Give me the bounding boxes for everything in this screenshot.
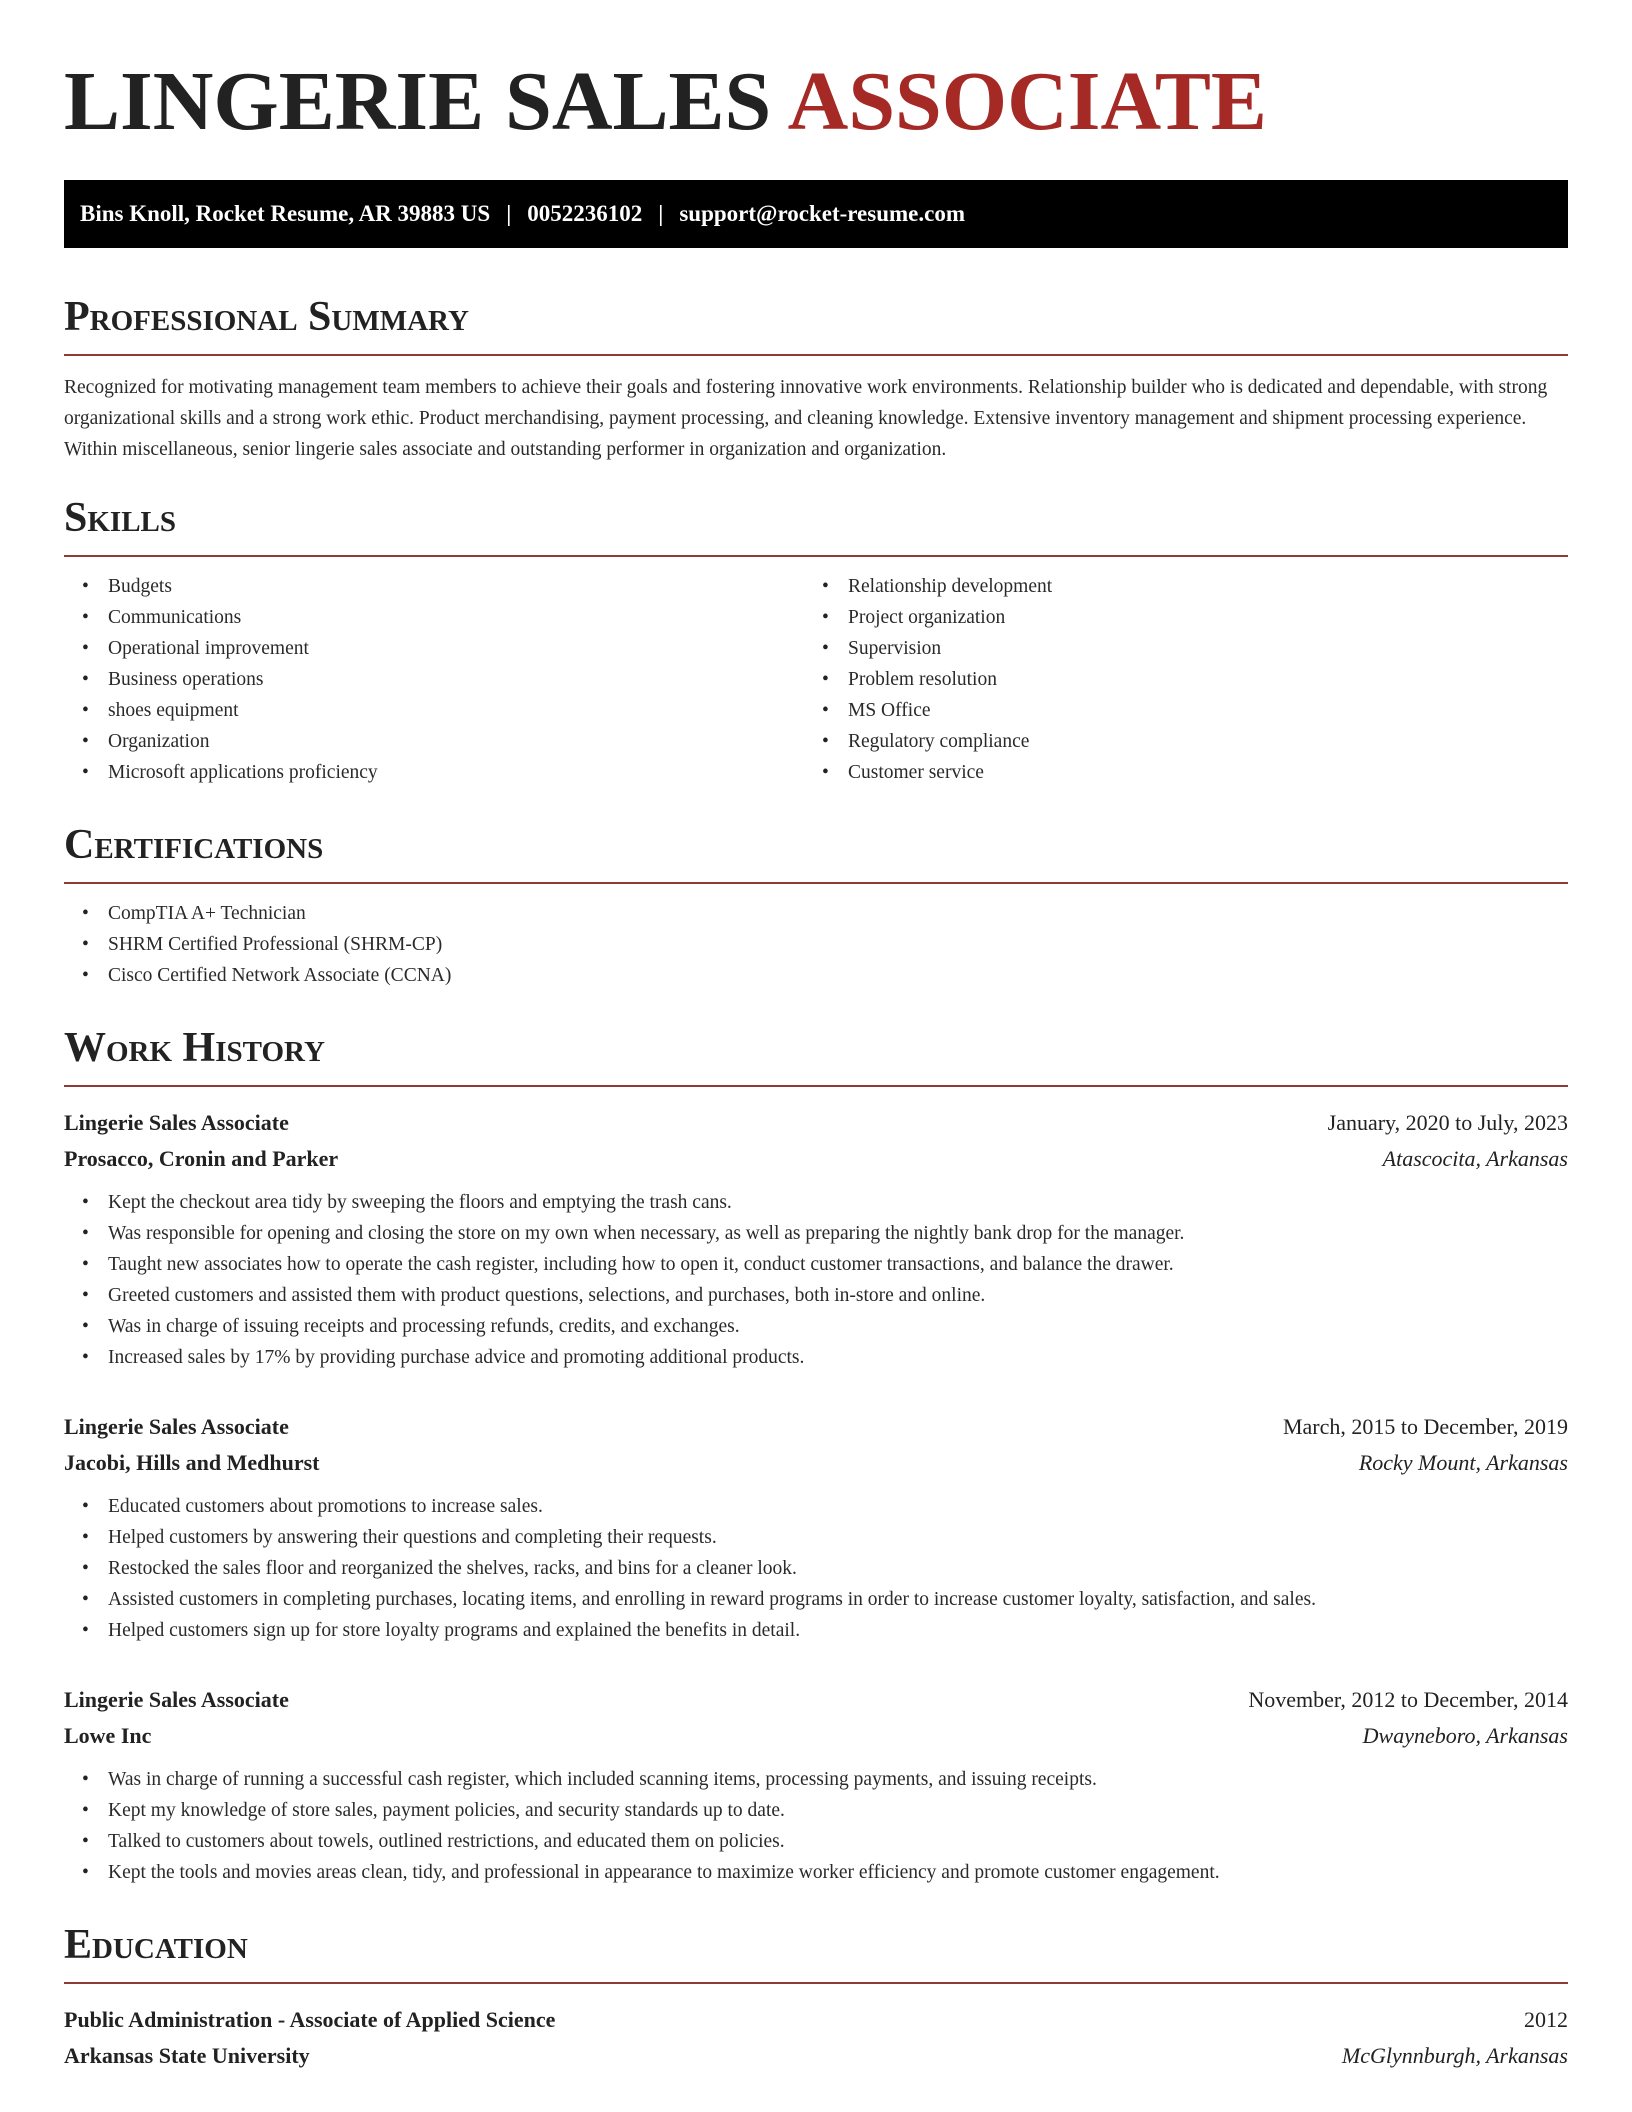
resume-title (64, 52, 1568, 152)
skills-grid (64, 571, 1568, 788)
job-dates: March, 2015 to December, 2019 (1282, 1414, 1568, 1439)
job-entry (64, 1105, 1568, 1373)
skill-item: • Microsoft applications proficiency (64, 757, 804, 788)
education-entry (64, 2002, 1568, 2074)
education-location: McGlynnburgh, Arkansas (1341, 2043, 1568, 2068)
education-row (64, 2002, 1568, 2038)
job-duty-item: • Was responsible for opening and closing the store on my own when necessary, as well as preparing the nightly bank drop for the manager. (64, 1218, 1568, 1249)
skill-item: • shoes equipment (64, 695, 804, 726)
job-duty-item: • Was in charge of issuing receipts and processing refunds, credits, and exchanges. (64, 1311, 1568, 1342)
job-duty-item: • Was in charge of running a successful cash register, which included scanning items, processing payments, and issuing receipts. (64, 1764, 1568, 1795)
skill-item: • Relationship development (804, 571, 1544, 602)
job-row (64, 1718, 1568, 1754)
contact-email: support@rocket-resume.com (679, 201, 965, 226)
job-row (64, 1445, 1568, 1481)
skill-item: • Project organization (804, 602, 1544, 633)
education-degree: Public Administration - Associate of Applied Science (64, 2007, 556, 2032)
job-company: Prosacco, Cronin and Parker (64, 1146, 339, 1171)
skills-list-right (804, 571, 1544, 788)
skill-item: • MS Office (804, 695, 1544, 726)
skill-item: • Organization (64, 726, 804, 757)
section-divider (64, 1085, 1568, 1087)
certification-item: • SHRM Certified Professional (SHRM-CP) (64, 929, 1568, 960)
job-duty-item: • Helped customers by answering their questions and completing their requests. (64, 1522, 1568, 1553)
education-year: 2012 (1524, 2007, 1568, 2032)
job-location: Rocky Mount, Arkansas (1358, 1450, 1568, 1475)
work-history-heading: Work History (64, 1025, 325, 1071)
skill-item: • Communications (64, 602, 804, 633)
contact-bar (64, 180, 1568, 248)
job-duty-item: • Kept the checkout area tidy by sweeping the floors and emptying the trash cans. (64, 1187, 1568, 1218)
skill-item: • Operational improvement (64, 633, 804, 664)
certifications-list (64, 898, 1568, 991)
job-duty-item: • Taught new associates how to operate the cash register, including how to open it, conduct customer transactions, and balance the drawer. (64, 1249, 1568, 1280)
job-duties-list (64, 1764, 1568, 1888)
job-location: Atascocita, Arkansas (1382, 1146, 1568, 1171)
job-duty-item: • Educated customers about promotions to increase sales. (64, 1491, 1568, 1522)
skills-list-left (64, 571, 804, 788)
education-section (64, 1920, 1568, 2074)
job-duty-item: • Talked to customers about towels, outlined restrictions, and educated them on policies. (64, 1826, 1568, 1857)
job-duty-item: • Kept my knowledge of store sales, payment policies, and security standards up to date. (64, 1795, 1568, 1826)
summary-heading: Professional Summary (64, 294, 469, 340)
certifications-section (64, 820, 1568, 991)
certification-item: • CompTIA A+ Technician (64, 898, 1568, 929)
skills-heading: Skills (64, 495, 177, 541)
skill-item: • Regulatory compliance (804, 726, 1544, 757)
section-divider (64, 555, 1568, 557)
skills-section (64, 493, 1568, 788)
contact-separator: | (658, 201, 664, 226)
job-duty-item: • Increased sales by 17% by providing purchase advice and promoting additional products. (64, 1342, 1568, 1373)
job-title: Lingerie Sales Associate (64, 1414, 289, 1439)
job-company: Jacobi, Hills and Medhurst (64, 1450, 320, 1475)
job-row (64, 1105, 1568, 1141)
summary-section (64, 292, 1568, 465)
jobs-container (64, 1105, 1568, 1888)
education-row (64, 2038, 1568, 2074)
job-duties-list (64, 1491, 1568, 1646)
contact-address: Bins Knoll, Rocket Resume, AR 39883 US (80, 201, 491, 226)
certifications-heading: Certifications (64, 822, 324, 868)
skill-item: • Budgets (64, 571, 804, 602)
job-duty-item: • Kept the tools and movies areas clean, tidy, and professional in appearance to maximize worker efficiency and promote customer engagement. (64, 1857, 1568, 1888)
summary-text: Recognized for motivating management team members to achieve their goals and fostering innovative work environments. Relationship builder who is dedicated and dependable, with strong organizational skills and a strong work ethic. Product merchandising, payment processing, and cleaning knowledge. Extensive inventory management and shipment processing experience. Within miscellaneous, senior lingerie sales associate and outstanding performer in organization and organization. (64, 377, 1548, 460)
skill-item: • Business operations (64, 664, 804, 695)
job-duty-item: • Greeted customers and assisted them with product questions, selections, and purchases, both in-store and online. (64, 1280, 1568, 1311)
job-title: Lingerie Sales Associate (64, 1110, 289, 1135)
education-heading: Education (64, 1922, 248, 1968)
education-school: Arkansas State University (64, 2043, 310, 2068)
section-divider (64, 882, 1568, 884)
title-accent: ASSOCIATE (787, 55, 1267, 148)
job-row (64, 1682, 1568, 1718)
title-main: LINGERIE SALES (64, 55, 772, 148)
job-row (64, 1141, 1568, 1177)
section-divider (64, 1982, 1568, 1984)
job-title: Lingerie Sales Associate (64, 1687, 289, 1712)
job-location: Dwayneboro, Arkansas (1362, 1723, 1568, 1748)
job-duties-list (64, 1187, 1568, 1373)
contact-separator: | (506, 201, 512, 226)
section-divider (64, 354, 1568, 356)
work-history-section (64, 1023, 1568, 1888)
certification-item: • Cisco Certified Network Associate (CCNA) (64, 960, 1568, 991)
skill-item: • Problem resolution (804, 664, 1544, 695)
job-entry (64, 1682, 1568, 1888)
job-dates: January, 2020 to July, 2023 (1327, 1110, 1568, 1135)
skill-item: • Supervision (804, 633, 1544, 664)
job-duty-item: • Helped customers sign up for store loyalty programs and explained the benefits in detail. (64, 1615, 1568, 1646)
skill-item: • Customer service (804, 757, 1544, 788)
job-row (64, 1409, 1568, 1445)
job-dates: November, 2012 to December, 2014 (1248, 1687, 1568, 1712)
job-duty-item: • Restocked the sales floor and reorganized the shelves, racks, and bins for a cleaner look. (64, 1553, 1568, 1584)
job-entry (64, 1409, 1568, 1646)
contact-phone: 0052236102 (527, 201, 643, 226)
job-duty-item: • Assisted customers in completing purchases, locating items, and enrolling in reward programs in order to increase customer loyalty, satisfaction, and sales. (64, 1584, 1568, 1615)
job-company: Lowe Inc (64, 1723, 152, 1748)
